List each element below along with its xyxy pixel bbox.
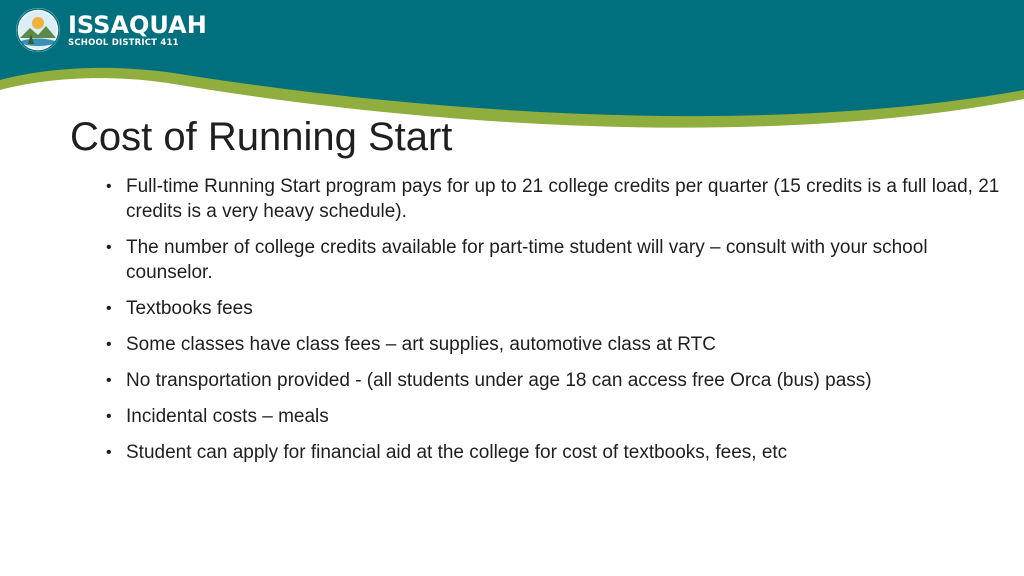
- bullet-text: Full-time Running Start program pays for up to 21 college credits per quarter (15 credits is a full load, 21 credits is a very heavy schedule).: [126, 176, 1000, 222]
- district-logo: [14, 6, 207, 54]
- bullet-text: Textbooks fees: [126, 298, 253, 319]
- bullet-item: [106, 440, 1006, 465]
- bullet-text: Some classes have class fees – art supplies, automotive class at RTC: [126, 334, 716, 355]
- bullet-dot-icon: •: [106, 444, 112, 461]
- logo-text: [68, 12, 207, 49]
- bullet-item: [106, 296, 1006, 321]
- bullet-dot-icon: •: [106, 239, 112, 256]
- logo-name: ISSAQUAH: [68, 10, 207, 39]
- bullet-item: [106, 174, 1006, 224]
- bullet-item: [106, 235, 1006, 285]
- bullet-text: The number of college credits available for part-time student will vary – consult with your school counselor.: [126, 237, 928, 283]
- bullet-item: [106, 368, 1006, 393]
- slide-title: Cost of Running Start: [70, 115, 453, 159]
- bullet-text: Incidental costs – meals: [126, 406, 329, 427]
- bullet-dot-icon: •: [106, 336, 112, 353]
- bullet-dot-icon: •: [106, 300, 112, 317]
- bullet-dot-icon: •: [106, 178, 112, 195]
- district-seal-icon: [14, 6, 62, 54]
- bullet-text: No transportation provided - (all students under age 18 can access free Orca (bus) pass): [126, 370, 872, 391]
- bullet-item: [106, 404, 1006, 429]
- bullet-text: Student can apply for financial aid at the college for cost of textbooks, fees, etc: [126, 442, 788, 463]
- bullet-dot-icon: •: [106, 408, 112, 425]
- logo-subtitle: SCHOOL DISTRICT 411: [68, 37, 179, 48]
- bullet-list: [106, 174, 1006, 476]
- bullet-item: [106, 332, 1006, 357]
- bullet-dot-icon: •: [106, 372, 112, 389]
